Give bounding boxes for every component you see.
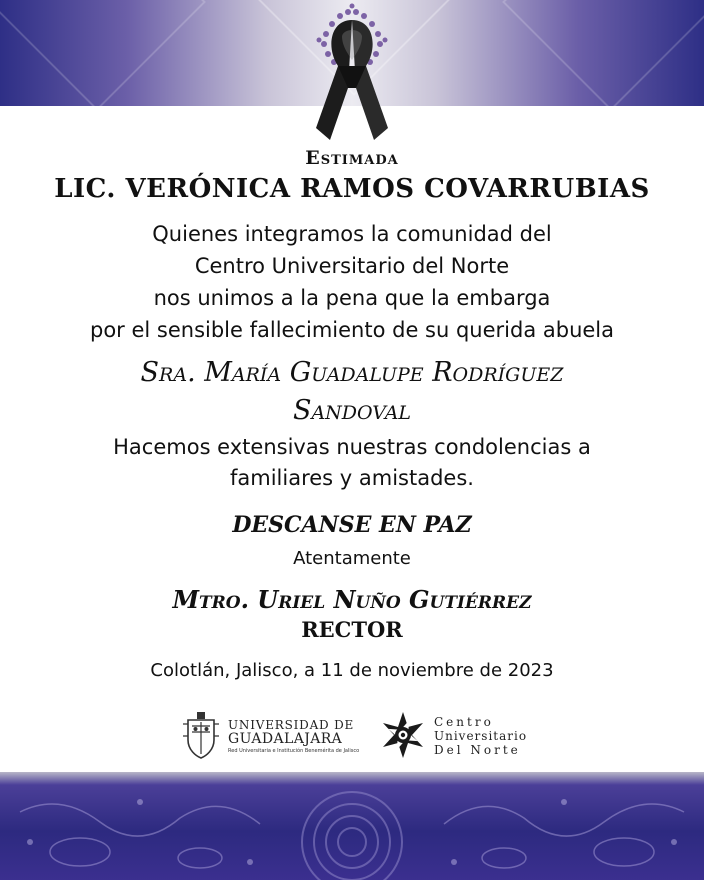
cunorte-line3: Del Norte — [434, 743, 521, 757]
condolences-line2: familiares y amistades. — [230, 466, 474, 490]
bottom-pattern — [0, 772, 704, 880]
cunorte-star-icon — [378, 710, 428, 760]
condolences-line1: Hacemos extensivas nuestras condolencias a — [113, 435, 591, 459]
udg-shield-icon — [180, 710, 222, 760]
institution-logos — [0, 708, 704, 764]
message-line: Centro Universitario del Norte — [194, 254, 510, 278]
mourning-ribbon-icon — [286, 0, 418, 150]
deceased-name — [0, 354, 704, 430]
place-and-date: Colotlán, Jalisco, a 11 de noviembre de 2023 — [150, 660, 554, 681]
rest-in-peace: DESCANSE EN PAZ — [232, 512, 472, 538]
cunorte-line1: Centro — [434, 715, 494, 729]
udg-name-line1: UNIVERSIDAD DE — [228, 718, 355, 732]
condolences — [0, 432, 704, 494]
cunorte-line2: Universitario — [434, 729, 528, 743]
signer-name: Mtro. Uriel Nuño Gutiérrez — [172, 585, 532, 614]
udg-name-line2: GUADALAJARA — [228, 731, 343, 747]
message-line: por el sensible fallecimiento de su querida abuela — [89, 318, 614, 342]
deceased-name-line2: Sandoval — [292, 395, 412, 426]
band-diamond-right — [502, 0, 704, 106]
band-diamond-left — [0, 0, 206, 106]
sincerely: Atentamente — [293, 548, 411, 569]
message-line: nos unimos a la pena que la embarga — [153, 286, 551, 310]
signer-title: RECTOR — [301, 617, 403, 642]
message-body — [0, 218, 704, 346]
condolence-message — [0, 146, 704, 684]
udg-motto: Red Universitaria e Institución Benemérita de Jalisco — [228, 748, 360, 754]
greeting: Estimada — [305, 147, 399, 169]
recipient-name: LIC. VERÓNICA RAMOS COVARRUBIAS — [54, 174, 650, 204]
message-line: Quienes integramos la comunidad del — [152, 222, 552, 246]
deceased-name-line1: Sra. María Guadalupe Rodríguez — [140, 357, 564, 388]
bottom-decorative-band — [0, 772, 704, 880]
